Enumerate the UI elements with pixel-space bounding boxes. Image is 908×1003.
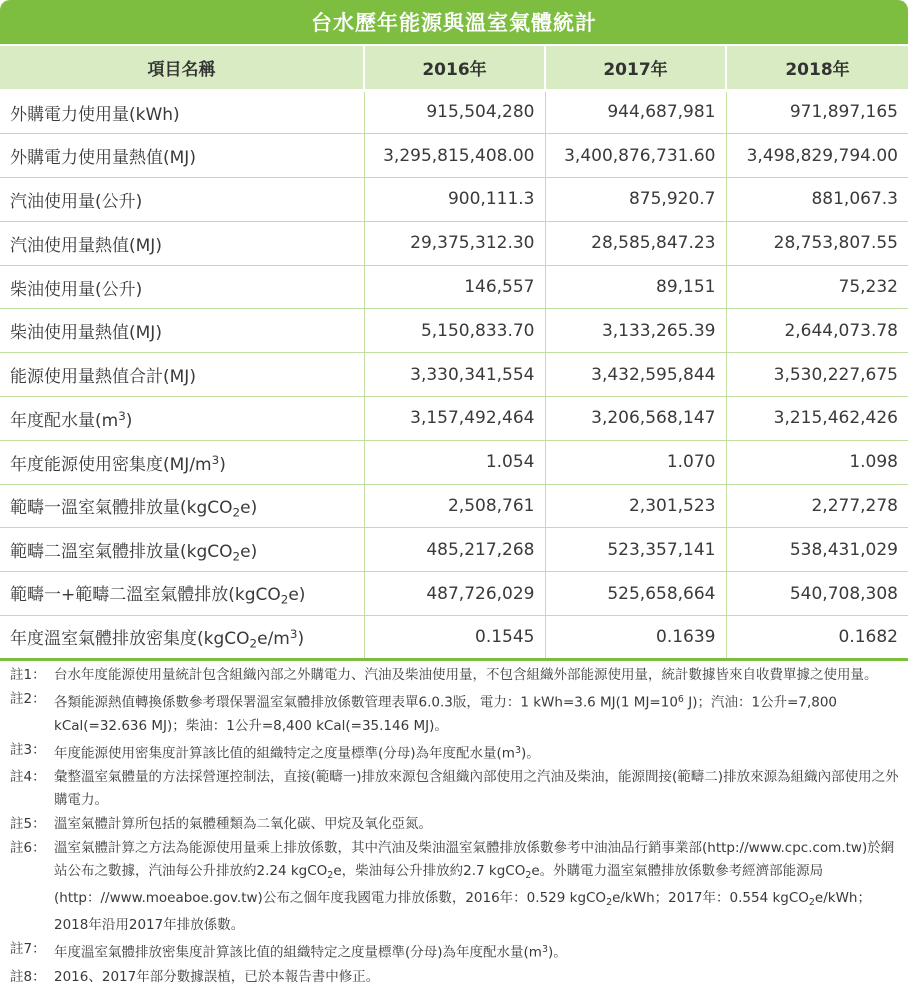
cell-2017: 3,400,876,731.60 [545,134,726,178]
table-row [0,265,908,309]
cell-2017: 3,133,265.39 [545,309,726,353]
footnote [0,766,908,812]
row-label: 範疇二溫室氣體排放量(kgCO$_2$e) [0,528,364,572]
cell-2017: 944,687,981 [545,90,726,134]
cell-2017: 2,301,523 [545,484,726,528]
cell-2018: 28,753,807.55 [726,221,908,265]
cell-2017: 875,920.7 [545,178,726,222]
cell-2016: 487,726,029 [364,572,545,616]
cell-2016: 900,111.3 [364,178,545,222]
cell-2016: 2,508,761 [364,484,545,528]
table-row [0,221,908,265]
header-item-name: 項目名稱 [0,46,364,90]
table-header-row [0,46,908,90]
cell-2016: 485,217,268 [364,528,545,572]
cell-2018: 538,431,029 [726,528,908,572]
cell-2017: 3,432,595,844 [545,353,726,397]
table-title: 台水歷年能源與溫室氣體統計 [0,0,908,44]
footnote-label: 註2： [10,691,46,707]
cell-2017: 89,151 [545,265,726,309]
footnote [0,688,908,738]
row-label: 外購電力使用量(kWh) [0,90,364,134]
cell-2016: 5,150,833.70 [364,309,545,353]
energy-ghg-table [0,46,908,661]
header-2016: 2016年 [364,46,545,90]
table-row [0,309,908,353]
footnote-text: 年度能源使用密集度計算該比值的組織特定之度量標準(分母)為年度配水量$(m^3)$。 [54,744,540,762]
table-row [0,134,908,178]
row-label: 範疇一+範疇二溫室氣體排放(kgCO$_2$e) [0,572,364,616]
footnote-label: 註5： [10,816,46,833]
footnote [0,664,908,687]
cell-2018: 540,708,308 [726,572,908,616]
row-label: 汽油使用量(公升) [0,178,364,222]
cell-2018: 2,644,073.78 [726,309,908,353]
table-row [0,616,908,660]
footnote-label: 註4： [10,769,46,786]
cell-2016: 29,375,312.30 [364,221,545,265]
footnote [0,837,908,937]
cell-2017: 525,658,664 [545,572,726,616]
footnote-text: 彙整溫室氣體量的方法採營運控制法，直接(範疇一)排放來源包含組織內部使用之汽油及柴油，能源間接(範疇二)排放來源為組織內部使用之外購電力。 [54,769,899,809]
row-label: 汽油使用量熱值(MJ) [0,221,364,265]
cell-2018: 971,897,165 [726,90,908,134]
table-row [0,90,908,134]
row-label: 外購電力使用量熱值(MJ) [0,134,364,178]
table-row [0,572,908,616]
table-row [0,178,908,222]
row-label: 柴油使用量(公升) [0,265,364,309]
cell-2018: 1.098 [726,440,908,484]
cell-2017: 3,206,568,147 [545,397,726,441]
cell-2018: 3,498,829,794.00 [726,134,908,178]
row-label: 柴油使用量熱值(MJ) [0,309,364,353]
cell-2016: 915,504,280 [364,90,545,134]
footnote-label: 註3： [10,741,46,758]
table-row [0,353,908,397]
cell-2016: 1.054 [364,440,545,484]
cell-2016: 146,557 [364,265,545,309]
cell-2017: 0.1639 [545,616,726,660]
cell-2018: 3,215,462,426 [726,397,908,441]
row-label: 能源使用量熱值合計(MJ) [0,353,364,397]
footnote-label: 註7： [10,941,46,958]
row-label: 範疇一溫室氣體排放量(kgCO$_2$e) [0,484,364,528]
header-2018: 2018年 [726,46,908,90]
cell-2016: 3,157,492,464 [364,397,545,441]
cell-2016: 0.1545 [364,616,545,660]
cell-2018: 881,067.3 [726,178,908,222]
footnote-text: 台水年度能源使用量統計包含組織內部之外購電力、汽油及柴油使用量，不包含組織外部能源使用量，統計數據皆來自收費單據之使用量。 [54,667,878,683]
footnote-label: 註1： [10,667,46,683]
footnote-text: 溫室氣體計算所包括的氣體種類為二氧化碳、甲烷及氧化亞氮。 [54,816,432,833]
footnote-label: 註6： [10,840,46,857]
footnote-label: 註8： [10,968,46,985]
footnote [0,966,908,989]
footnote-text: 年度溫室氣體排放密集度計算該比值的組織特定之度量標準(分母)為年度配水量$(m^3)$。 [54,944,567,961]
header-2017: 2017年 [545,46,726,90]
footnotes [0,664,908,990]
table-row [0,528,908,572]
footnote-text: 溫室氣體計算之方法為能源使用量乘上排放係數，其中汽油及柴油溫室氣體排放係數參考中油油品行銷事業部(http://www.cpc.com.tw)於網站公布之數據，汽油每公升排放約2.24 kgCO$_2$e，柴油每公升排放約2.7 kgCO$_2$e。外購電力溫室氣體排放係數參考經濟部能源局(http：//www.moeaboe.gov.tw)公布之個年度我國電力排放係數，2016年：0.529 kgCO$_2$e/kWh；2017年：0.554 kgCO$_2$e/kWh；2018年沿用2017年排放係數。 [54,840,895,934]
footnote [0,938,908,965]
cell-2018: 2,277,278 [726,484,908,528]
table-row [0,440,908,484]
footnote-text: 各類能源熱值轉換係數參考環保署溫室氣體排放係數管理表單6.0.3版，電力：1 kWh=3.6 MJ(1 $MJ=10^6$ J)；汽油：1公升=7,800 kCal(=32.636 MJ)；柴油：1公升=8,400 kCal(=35.146 MJ)。 [54,694,838,734]
cell-2018: 3,530,227,675 [726,353,908,397]
footnote [0,739,908,766]
cell-2018: 75,232 [726,265,908,309]
row-label: 年度能源使用密集度$(MJ/m^3)$ [0,440,364,484]
row-label: 年度溫室氣體排放密集度$(kgCO_2e/m^3)$ [0,616,364,660]
footnote-text: 2016、2017年部分數據誤植，已於本報告書中修正。 [54,968,380,985]
table-row [0,484,908,528]
cell-2018: 0.1682 [726,616,908,660]
cell-2016: 3,295,815,408.00 [364,134,545,178]
cell-2016: 3,330,341,554 [364,353,545,397]
table-row [0,397,908,441]
cell-2017: 1.070 [545,440,726,484]
cell-2017: 28,585,847.23 [545,221,726,265]
cell-2017: 523,357,141 [545,528,726,572]
footnote [0,813,908,836]
row-label: 年度配水量$(m^3)$ [0,397,364,441]
